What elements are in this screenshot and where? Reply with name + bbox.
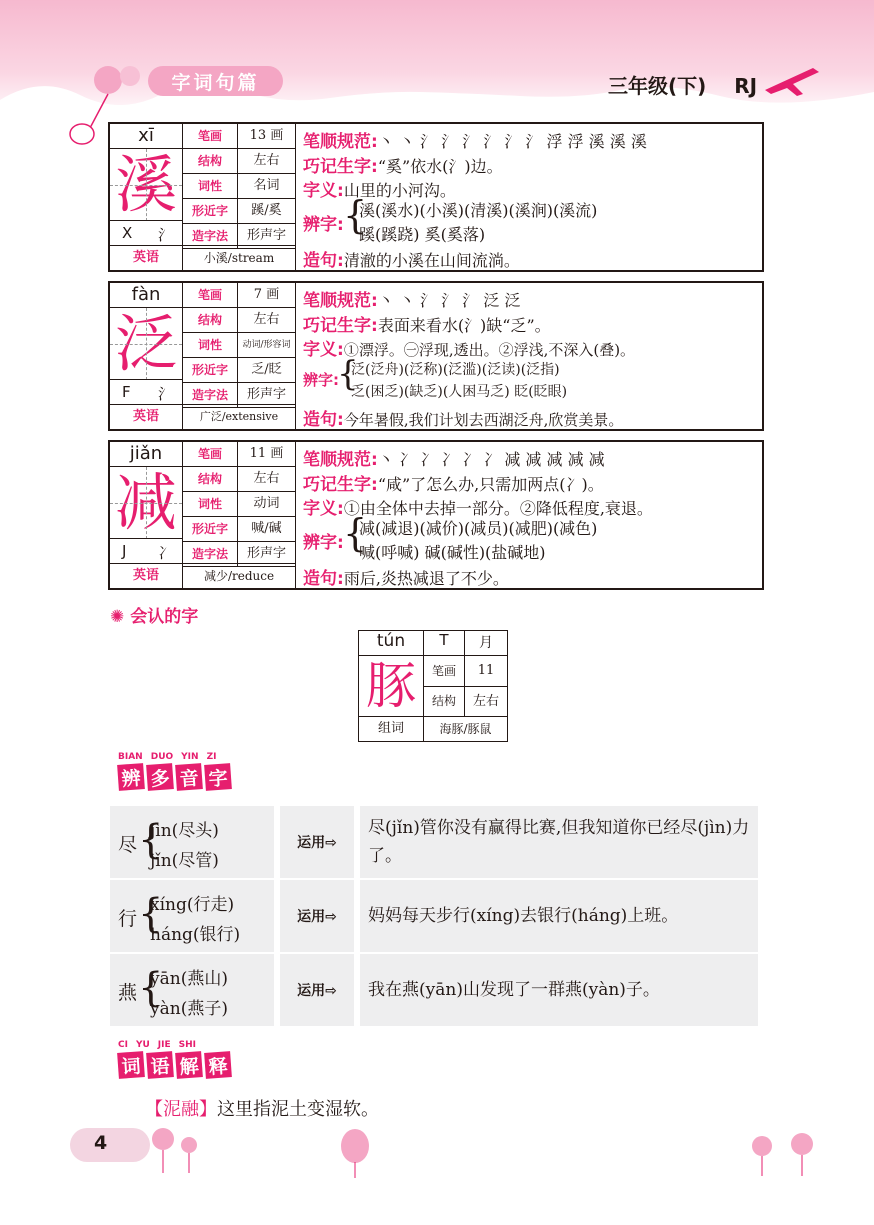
main-character: 减	[110, 467, 183, 539]
char-card-fan: fàn 泛 F 氵 笔画 7 画 结构 左右 词性 动词/形容词 形近字 乏/眨 造字法 形声字 英语 广泛/extensive 笔顺规范:丶 丶 氵 氵 氵 泛 泛 巧记生字:表面来看水(氵)缺“乏”。 字义:①漂浮。㊀浮现,透出。②浮浅,不深入(叠)。 辨字: { 泛(泛舟)(泛称)(泛滥)(泛读)(泛指) 乏(困乏)(缺乏)(人困马乏) 眨(眨眼) 造句:今年暑假,我们计划去西湖泛舟,欣赏美景。	[108, 281, 764, 431]
polyphone-row: 行 { xíng(行走) háng(银行) 运用⇨ 妈妈每天步行(xíng)去银行(háng)上班。	[110, 880, 758, 952]
vocab-explanation: 【泥融】这里指泥土变湿软。	[145, 1099, 379, 1120]
known-char-card: tún T 月 豚 笔画 11 结构 左右 组词 海豚/豚鼠	[358, 630, 508, 742]
main-character: 豚	[359, 656, 424, 717]
main-character: 溪	[110, 149, 183, 221]
airplane-icon	[763, 60, 823, 100]
pinyin: xī	[110, 124, 183, 149]
char-card-xi: xī 溪 X 氵 笔画 13 画 结构 左右 词性 名词 形近字 蹊/奚 造字法 形声字 英语 小溪/stream 笔顺规范:丶 丶 氵 氵 氵 氵 氵 氵 浮 浮 溪 溪 溪 巧记生字:“奚”依水(氵)边。 字义:山里的小河沟。 辨字: { 溪(溪水)(小溪)(清溪)(溪涧)(溪流) 蹊(蹊跷) 奚(奚落) 造句:清澈的小溪在山间流淌。	[108, 122, 764, 272]
polyphone-heading: BIAN DUO YIN ZI 辨 多 音 字	[118, 752, 231, 790]
polyphone-row: 燕 { yān(燕山) yàn(燕子) 运用⇨ 我在燕(yān)山发现了一群燕(yàn)子。	[110, 954, 758, 1026]
vocab-heading: CI YU JIE SHI 词 语 解 释	[118, 1040, 231, 1078]
strokes-value: 13 画	[249, 128, 284, 143]
use-label: 运用⇨	[280, 954, 354, 1026]
char-card-jian: jiǎn 减 J 冫 笔画 11 画 结构 左右 词性 动词 形近字 喊/碱 造字法 形声字 英语 减少/reduce 笔顺规范:丶 冫 冫 冫 冫 冫 减 减 减 减 减 巧记生字:“咸”了怎么办,只需加两点(冫)。 字义:①由全体中去掉一部分。②降低程度,衰退。 辨字: { 减(减退)(减价)(减员)(减肥)(减色) 喊(呼喊) 碱(碱性)(盐碱地) 造句:雨后,炎热减退了不少。	[108, 440, 764, 590]
known-chars-heading: ✺ 会认的字	[110, 607, 199, 627]
index-row: X 氵	[110, 220, 183, 245]
grade-label: 三年级(下) RJ	[608, 74, 758, 98]
stroke-order: 丶 丶 氵 氵 氵 氵 氵 氵 浮 浮 溪 溪 溪	[377, 132, 647, 151]
tree-icon	[335, 1128, 375, 1178]
main-character: 泛	[110, 308, 183, 380]
tree-icon	[145, 1125, 205, 1175]
section-badge: 字词句篇	[148, 66, 283, 96]
page-number-cloud	[70, 1128, 150, 1162]
tree-icon	[748, 1132, 828, 1176]
use-label: 运用⇨	[280, 806, 354, 878]
english-row: 英语 小溪/stream	[110, 245, 295, 270]
page-number: 4	[94, 1132, 108, 1154]
use-label: 运用⇨	[280, 880, 354, 952]
polyphone-row: 尽 { jìn(尽头) jǐn(尽管) 运用⇨ 尽(jǐn)管你没有赢得比赛,但我知道你已经尽(jìn)力了。	[110, 806, 758, 878]
